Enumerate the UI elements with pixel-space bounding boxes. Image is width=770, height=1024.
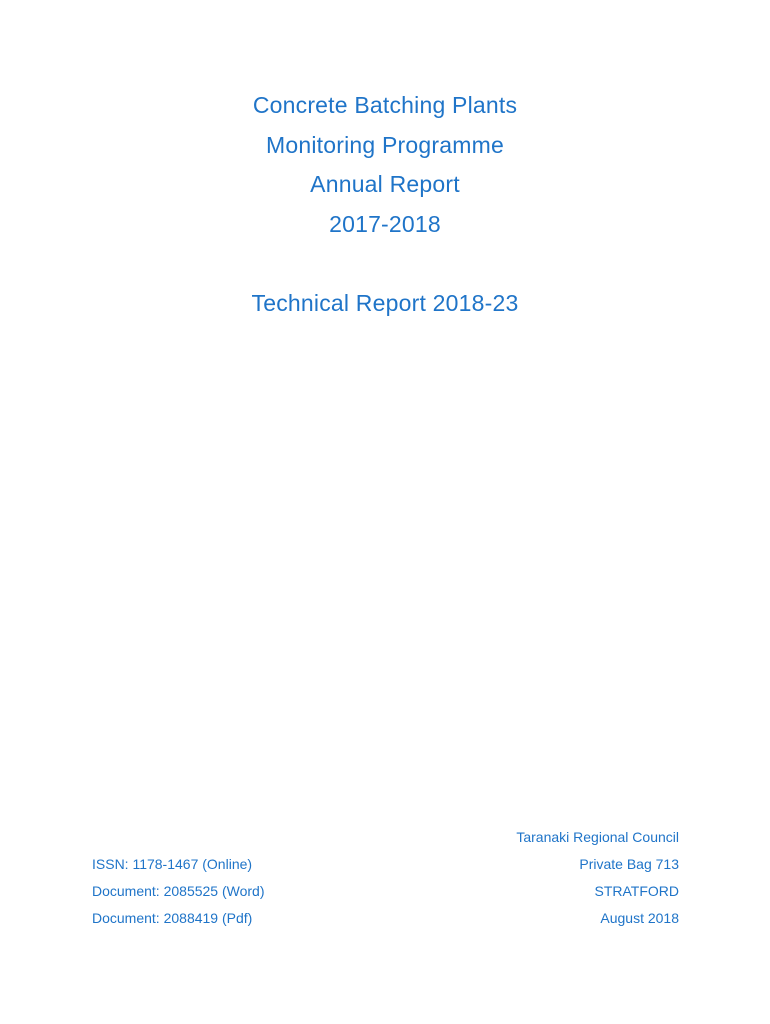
publisher-address xyxy=(516,824,679,932)
title-line-period: 2017-2018 xyxy=(329,210,441,237)
publisher-name: Taranaki Regional Council xyxy=(516,829,679,845)
postal-address: Private Bag 713 xyxy=(579,856,679,872)
title-line-programme: Monitoring Programme xyxy=(266,131,504,158)
publication-date: August 2018 xyxy=(600,910,679,926)
title-line-report-type: Annual Report xyxy=(310,171,460,197)
title-line-report-name: Concrete Batching Plants xyxy=(252,92,518,118)
technical-report-number: Technical Report 2018-23 xyxy=(251,290,519,316)
issn-line: ISSN: 1178-1467 (Online) xyxy=(92,856,253,872)
document-identifiers xyxy=(92,851,265,932)
document-pdf-line: Document: 2088419 (Pdf) xyxy=(92,910,253,926)
report-title xyxy=(0,86,770,244)
publisher-town: STRATFORD xyxy=(594,883,679,899)
document-word-line: Document: 2085525 (Word) xyxy=(92,883,265,899)
